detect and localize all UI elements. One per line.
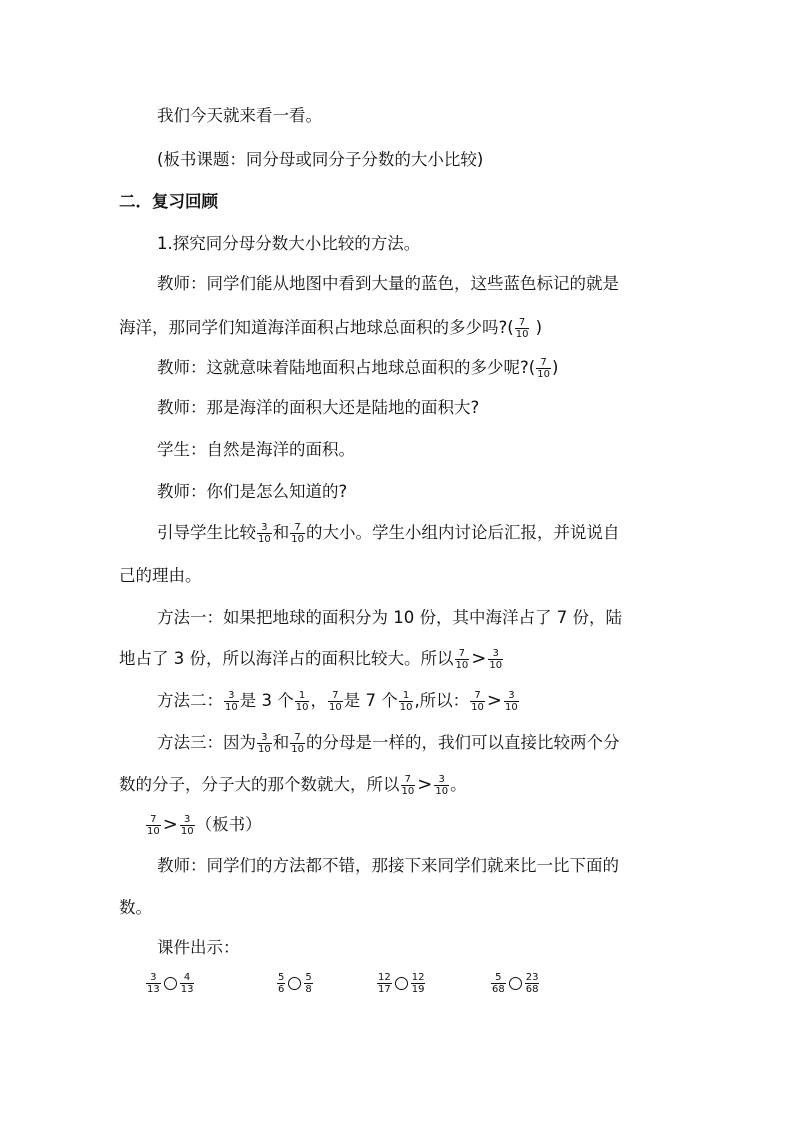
fraction-denominator: 17: [378, 984, 391, 995]
fraction-denominator: 68: [525, 984, 539, 995]
fraction-numerator: 12: [378, 972, 391, 983]
fraction-numerator: 4: [183, 972, 191, 983]
fraction-denominator: 10: [295, 702, 309, 713]
fraction: [224, 690, 239, 713]
text-span: 地占了 3 份，所以海洋占的面积比较大。所以: [119, 649, 454, 668]
exercise-item: [376, 972, 426, 995]
fraction-numerator: 7: [150, 814, 157, 825]
exercise-item: [276, 972, 314, 995]
text-span: 和: [272, 523, 290, 542]
fraction: [180, 814, 195, 837]
paragraph-line: 学生：自然是海洋的面积。: [157, 440, 355, 459]
fraction: [277, 972, 285, 995]
text-span: 是 7 个: [343, 691, 398, 710]
fraction-numerator: 3: [150, 972, 157, 983]
fraction: [290, 522, 305, 545]
paragraph-line: 数。: [119, 898, 152, 917]
fraction-denominator: 10: [455, 660, 469, 671]
fraction-denominator: 13: [147, 984, 160, 995]
fraction-denominator: 10: [399, 702, 413, 713]
courseware-label: 课件出示：: [157, 938, 240, 957]
section-heading: 二．复习回顾: [119, 192, 218, 211]
fraction-denominator: 13: [180, 984, 194, 995]
fraction-denominator: 10: [515, 329, 529, 340]
fraction-numerator: 3: [261, 732, 268, 743]
greater-than-sign: >: [162, 814, 178, 835]
fraction-numerator: 3: [508, 690, 515, 701]
fraction: [536, 357, 551, 380]
fraction-denominator: 10: [471, 702, 484, 713]
fraction-numerator: 1: [402, 690, 410, 701]
text-span: 海洋，那同学们知道海洋面积占地球总面积的多少吗?(: [119, 318, 514, 337]
fraction: [488, 648, 503, 671]
fraction: [257, 732, 272, 755]
text-span: 引导学生比较: [157, 523, 256, 542]
comparison-circle: [288, 977, 301, 990]
paragraph-line: [157, 522, 619, 545]
fraction: [146, 814, 161, 837]
paragraph-line: [157, 732, 619, 755]
text-span: ,所以：: [414, 691, 470, 710]
fraction-denominator: 10: [537, 369, 550, 380]
paragraph-line: [119, 648, 504, 671]
fraction-denominator: 10: [258, 534, 271, 545]
fraction-denominator: 10: [435, 786, 449, 797]
fraction: [411, 972, 426, 995]
fraction-numerator: 23: [525, 972, 539, 983]
fraction-numerator: 7: [404, 774, 412, 785]
fraction: [504, 690, 519, 713]
fraction: [180, 972, 195, 995]
paragraph-line: 教师：同学们能从地图中看到大量的蓝色，这些蓝色标记的就是: [157, 274, 619, 293]
comparison-circle: [509, 977, 522, 990]
text-span: ，: [310, 691, 327, 710]
paragraph-line: 教师：那是海洋的面积大还是陆地的面积大?: [157, 398, 480, 417]
text-span: 的分母是一样的，我们可以直接比较两个分: [305, 733, 620, 752]
comparison-circle: [395, 977, 408, 990]
fraction: [328, 690, 343, 713]
fraction-numerator: 5: [278, 972, 285, 983]
paragraph-line: 教师：同学们的方法都不错，那接下来同学们就来比一比下面的: [157, 856, 619, 875]
fraction-numerator: 1: [298, 690, 306, 701]
fraction: [470, 690, 485, 713]
fraction-numerator: 7: [294, 732, 301, 743]
fraction-denominator: 10: [401, 786, 415, 797]
text-span: 方法三：因为: [157, 733, 256, 752]
text-span: 。: [450, 775, 467, 794]
fraction-denominator: 19: [411, 984, 425, 995]
greater-than-sign: >: [486, 690, 503, 711]
text-span: （板书）: [195, 815, 262, 834]
greater-than-sign: >: [417, 774, 433, 795]
fraction-denominator: 8: [305, 984, 312, 995]
text-span: 方法二：: [157, 691, 223, 710]
fraction: [304, 972, 312, 995]
paragraph-line: [157, 690, 520, 713]
text-span: 教师：这就意味着陆地面积占地球总面积的多少呢?(: [157, 358, 536, 377]
paragraph-line: [119, 317, 542, 340]
exercise-item: [145, 972, 195, 995]
fraction-numerator: 5: [495, 972, 502, 983]
fraction-numerator: 5: [305, 972, 312, 983]
fraction: [515, 317, 530, 340]
fraction-numerator: 7: [332, 690, 339, 701]
fraction: [434, 774, 449, 797]
fraction-numerator: 7: [294, 522, 301, 533]
fraction: [401, 774, 416, 797]
fraction-denominator: 10: [291, 534, 304, 545]
fraction: [525, 972, 540, 995]
paragraph-line: [157, 357, 558, 380]
fraction: [295, 690, 310, 713]
fraction-denominator: 6: [278, 984, 285, 995]
fraction-numerator: 12: [411, 972, 425, 983]
comparison-circle: [164, 977, 177, 990]
paragraph-line: 己的理由。: [119, 566, 202, 585]
fraction-numerator: 3: [492, 648, 499, 659]
fraction-denominator: 10: [180, 826, 194, 837]
fraction: [377, 972, 392, 995]
fraction-numerator: 7: [518, 317, 526, 328]
fraction-denominator: 10: [505, 702, 518, 713]
fraction-numerator: 7: [540, 357, 547, 368]
fraction: [399, 690, 414, 713]
paragraph-line: 方法一：如果把地球的面积分为 10 份，其中海洋占了 7 份，陆: [157, 608, 622, 627]
greater-than-sign: >: [471, 648, 487, 669]
fraction: [146, 972, 161, 995]
fraction: [455, 648, 470, 671]
exercise-item: [490, 972, 540, 995]
text-span: 是 3 个: [239, 691, 294, 710]
fraction-numerator: 7: [458, 648, 466, 659]
paragraph-line: [119, 774, 467, 797]
fraction-numerator: 3: [184, 814, 191, 825]
fraction: [491, 972, 506, 995]
fraction-numerator: 7: [474, 690, 481, 701]
fraction-denominator: 10: [291, 744, 304, 755]
fraction-numerator: 3: [261, 522, 268, 533]
fraction-numerator: 3: [438, 774, 445, 785]
text-span: ): [551, 358, 559, 377]
paragraph-line: 我们今天就来看一看。: [157, 106, 322, 125]
paragraph-line: 教师：你们是怎么知道的?: [157, 482, 348, 501]
fraction: [290, 732, 305, 755]
fraction-denominator: 10: [258, 744, 271, 755]
board-note-line: [145, 814, 262, 837]
fraction-denominator: 10: [225, 702, 238, 713]
fraction-denominator: 68: [492, 984, 505, 995]
subsection-heading: 1.探究同分母分数大小比较的方法。: [157, 234, 421, 253]
fraction: [257, 522, 272, 545]
text-span: 和: [272, 733, 290, 752]
text-span: ): [530, 318, 543, 337]
text-span: 的大小。学生小组内讨论后汇报，并说说自: [305, 523, 620, 542]
fraction-denominator: 10: [328, 702, 342, 713]
fraction-denominator: 10: [147, 826, 160, 837]
text-span: 数的分子，分子大的那个数就大，所以: [119, 775, 400, 794]
fraction-numerator: 3: [228, 690, 235, 701]
fraction-denominator: 10: [489, 660, 503, 671]
board-title-note: (板书课题：同分母或同分子分数的大小比较): [157, 150, 484, 169]
